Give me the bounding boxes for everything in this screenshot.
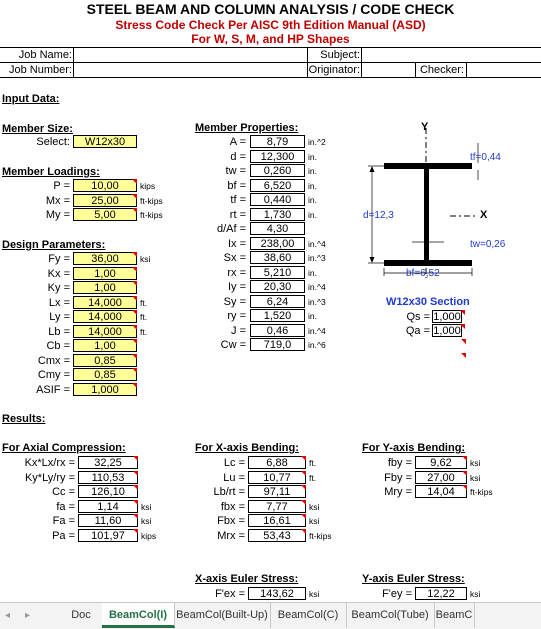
axial-unit: kips [141, 530, 157, 541]
property-label: tf = [230, 194, 246, 206]
property-label: ry = [227, 310, 246, 322]
design-param-value[interactable]: 1,000 [73, 383, 137, 396]
sheet-tab-bar [0, 602, 541, 629]
property-value: 0,260 [250, 164, 305, 177]
y-bending-value: 9,62 [415, 456, 467, 469]
property-label: Ix = [227, 237, 246, 250]
comment-indicator[interactable] [462, 471, 467, 476]
select-label: Select: [36, 136, 70, 148]
comment-indicator[interactable] [132, 383, 137, 388]
y-bending-unit: ksi [470, 472, 481, 483]
comment-indicator[interactable] [132, 208, 137, 213]
design-param-label: Kx = [47, 267, 70, 280]
comment-indicator[interactable] [460, 310, 465, 315]
w-shape-diagram [350, 118, 540, 288]
property-label: rx = [227, 266, 246, 279]
top-flange [384, 163, 472, 169]
axial-compression-heading: For Axial Compression: [2, 442, 126, 454]
y-bending-label: Fby = [384, 471, 412, 484]
fex-label: F'ex = [215, 588, 245, 600]
y-bending-label: Mry = [384, 486, 412, 498]
tw-label: tw=0,26 [470, 239, 506, 250]
property-unit: in.^4 [308, 282, 326, 292]
loading-label: Mx = [45, 194, 70, 207]
property-label: Sx = [223, 252, 246, 264]
design-param-value[interactable]: 14,000 [73, 296, 137, 309]
tab-next-icon[interactable]: ▸ [25, 610, 31, 621]
design-param-label: Lx = [48, 296, 70, 309]
axial-label: Kx*Lx/rx = [24, 457, 75, 469]
property-unit: in.^2 [308, 137, 326, 147]
property-label: bf = [227, 179, 246, 192]
comment-indicator[interactable] [132, 354, 137, 359]
property-label: d/Af = [216, 223, 246, 235]
member-size-heading: Member Size: [2, 123, 73, 135]
axial-value: 32,25 [78, 456, 138, 469]
fey-label: F'ey = [382, 588, 412, 600]
design-param-label: Cmx = [37, 354, 70, 367]
subtitle-asd: Stress Code Check Per AISC 9th Edition Manual (ASD) [115, 18, 426, 32]
x-bending-label: fbx = [220, 500, 245, 513]
comment-indicator[interactable] [301, 514, 306, 519]
y-euler-heading: Y-axis Euler Stress: [362, 573, 465, 585]
property-unit: in. [308, 311, 317, 321]
comment-indicator[interactable] [133, 529, 138, 534]
property-value: 38,60 [250, 251, 305, 264]
section-title: W12x30 Section [386, 296, 470, 308]
y-bending-unit: ft-kips [470, 487, 493, 497]
design-parameters-heading: Design Parameters: [2, 239, 106, 251]
property-unit: in.^4 [308, 325, 326, 336]
design-param-unit: ksi [140, 254, 151, 264]
property-value: 12,300 [250, 150, 305, 163]
comment-indicator[interactable] [462, 456, 467, 461]
fey-unit: ksi [470, 589, 481, 599]
axial-unit: ksi [141, 501, 152, 512]
bottom-flange [384, 260, 472, 266]
x-bending-label: Mrx = [217, 529, 245, 542]
loading-label: My = [45, 209, 70, 221]
property-unit: in. [308, 151, 317, 162]
x-bending-unit: ft-kips [309, 530, 332, 541]
y-bending-heading: For Y-axis Bending: [362, 442, 466, 454]
job-name-field[interactable] [74, 48, 306, 62]
job-row-2 [0, 62, 541, 78]
axial-label: Fa = [52, 515, 75, 527]
property-label: Sy = [223, 295, 246, 308]
comment-indicator[interactable] [461, 339, 466, 344]
design-param-value[interactable]: 14,000 [73, 325, 137, 338]
fex-unit: ksi [309, 589, 320, 599]
x-bending-unit: ksi [309, 516, 320, 526]
comment-indicator[interactable] [301, 500, 306, 505]
property-unit: in.^3 [308, 296, 326, 307]
property-value: 6,24 [250, 295, 305, 308]
property-value: 4,30 [250, 222, 305, 235]
property-value: 20,30 [250, 280, 305, 293]
member-loadings-heading: Member Loadings: [2, 166, 100, 178]
sheet-tab[interactable]: BeamCol(C) [270, 603, 347, 628]
design-param-unit: ft. [140, 312, 148, 322]
job-name-label: Job Name: [18, 49, 72, 61]
comment-indicator[interactable] [132, 252, 137, 257]
design-param-label: Lb = [48, 325, 70, 338]
comment-indicator[interactable] [133, 485, 138, 490]
subtitle-shapes: For W, S, M, and HP Shapes [191, 32, 350, 46]
x-axis-label: X [480, 209, 488, 221]
sheet-tab[interactable]: BeamCol(Built-Up) [174, 603, 271, 628]
comment-indicator[interactable] [132, 368, 137, 373]
property-label: d = [230, 150, 246, 163]
comment-indicator[interactable] [301, 529, 306, 534]
y-bending-value: 14,04 [415, 485, 467, 498]
axial-value: 101,97 [78, 529, 138, 542]
originator-label: Originator: [308, 64, 360, 76]
design-param-unit: ft. [140, 326, 148, 337]
property-value: 0,46 [250, 324, 305, 337]
x-bending-value: 97,11 [248, 485, 306, 498]
design-param-unit: ft. [140, 297, 148, 308]
axial-unit: ksi [141, 516, 152, 526]
qa-label: Qa = [405, 325, 430, 337]
y-bending-value: 27,00 [415, 471, 467, 484]
design-param-label: Cb = [46, 340, 70, 352]
property-unit: in.^6 [308, 340, 326, 350]
design-param-label: Ly = [49, 311, 70, 323]
property-label: J = [231, 324, 246, 337]
property-unit: in.^3 [308, 253, 326, 263]
d-label: d=12,3 [363, 210, 394, 221]
design-param-label: ASIF = [36, 383, 70, 396]
property-label: Iy = [227, 281, 246, 293]
design-param-value[interactable]: 1,00 [73, 267, 137, 280]
comment-indicator[interactable] [460, 324, 465, 329]
y-bending-label: fby = [387, 457, 412, 469]
comment-indicator[interactable] [132, 310, 137, 315]
property-value: 719,0 [250, 338, 305, 351]
comment-indicator[interactable] [301, 456, 306, 461]
sheet-tab[interactable]: BeamCol(Tube) [346, 603, 435, 628]
loading-unit: kips [140, 181, 156, 191]
property-value: 0,440 [250, 193, 305, 206]
web [424, 169, 429, 260]
y-axis-label: Y [421, 121, 429, 133]
comment-indicator[interactable] [133, 456, 138, 461]
property-value: 6,520 [250, 179, 305, 192]
comment-indicator[interactable] [133, 500, 138, 505]
loading-value[interactable]: 10,00 [73, 179, 137, 192]
x-bending-unit: ft. [309, 472, 317, 483]
comment-indicator[interactable] [301, 485, 306, 490]
x-bending-value: 16,61 [248, 514, 306, 527]
subject-field[interactable] [362, 48, 541, 62]
x-bending-unit: ksi [309, 501, 320, 512]
axial-label: fa = [56, 500, 75, 513]
design-param-label: Ky = [47, 282, 70, 294]
property-unit: in. [308, 195, 317, 205]
subject-label: Subject: [320, 49, 360, 61]
x-bending-value: 10,77 [248, 471, 306, 484]
originator-field[interactable] [362, 63, 414, 77]
input-data-heading: Input Data: [2, 93, 60, 105]
axial-label: Cc = [52, 486, 75, 498]
design-param-value[interactable]: 36,00 [73, 252, 137, 265]
axial-label: Ky*Ly/ry = [24, 471, 75, 484]
sheet-tab[interactable]: BeamC [434, 603, 475, 628]
property-value: 1,520 [250, 309, 305, 322]
x-bending-heading: For X-axis Bending: [195, 442, 299, 454]
design-param-value[interactable]: 14,000 [73, 310, 137, 323]
x-bending-value: 53,43 [248, 529, 306, 542]
comment-indicator[interactable] [132, 296, 137, 301]
property-value: 1,730 [250, 208, 305, 221]
qs-value: 1,000 [433, 311, 461, 323]
property-unit: in.^4 [308, 238, 326, 249]
y-bending-unit: ksi [470, 458, 481, 468]
bf-label: bf=6,52 [406, 268, 440, 279]
property-value: 8,79 [250, 135, 305, 148]
property-label: tw = [225, 165, 246, 177]
axial-value: 1,14 [78, 500, 138, 513]
comment-indicator[interactable] [132, 267, 137, 272]
x-bending-label: Fbx = [217, 515, 245, 527]
comment-indicator[interactable] [461, 353, 466, 358]
property-unit: in. [308, 209, 317, 220]
results-heading: Results: [2, 413, 46, 425]
fey-value: 12,22 [415, 587, 467, 600]
design-param-label: Fy = [48, 253, 70, 265]
design-param-value[interactable]: 1,00 [73, 281, 137, 294]
job-number-field[interactable] [74, 63, 306, 77]
x-bending-label: Lc = [223, 457, 245, 469]
design-param-value[interactable]: 0,85 [73, 354, 137, 367]
member-size-select[interactable]: W12x30 [73, 135, 137, 148]
property-unit: in. [308, 166, 317, 176]
design-param-value[interactable]: 0,85 [73, 368, 137, 381]
axial-value: 11,60 [78, 514, 138, 527]
sheet-tab[interactable]: BeamCol(I) [102, 603, 175, 628]
property-label: A = [229, 136, 246, 148]
comment-indicator[interactable] [132, 281, 137, 286]
property-label: rt = [229, 208, 246, 221]
comment-indicator[interactable] [132, 179, 137, 184]
design-param-label: Cmy = [37, 369, 70, 381]
qa-value: 1,000 [433, 325, 461, 337]
job-number-label: Job Number: [9, 64, 72, 76]
tf-label: tf=0,44 [470, 152, 501, 163]
sheet-tab[interactable]: Doc [60, 603, 103, 628]
property-value: 5,210 [250, 266, 305, 279]
loading-value[interactable]: 5,00 [73, 208, 137, 221]
loading-unit: ft-kips [140, 210, 163, 220]
comment-indicator[interactable] [301, 471, 306, 476]
comment-indicator[interactable] [462, 485, 467, 490]
x-bending-label: Lb/rt = [213, 486, 245, 498]
design-param-value[interactable]: 1,00 [73, 339, 137, 352]
comment-indicator[interactable] [133, 514, 138, 519]
job-row-1 [0, 47, 541, 62]
comment-indicator[interactable] [132, 339, 137, 344]
property-unit: in. [308, 180, 317, 191]
main-title: STEEL BEAM AND COLUMN ANALYSIS / CODE CHECK [86, 1, 455, 17]
x-bending-value: 6,88 [248, 456, 306, 469]
qs-label: Qs = [406, 311, 430, 323]
property-unit: in. [308, 267, 317, 278]
comment-indicator[interactable] [133, 471, 138, 476]
loading-label: P = [53, 180, 70, 192]
axial-value: 110,53 [78, 471, 138, 484]
loading-unit: ft-kips [140, 195, 163, 206]
checker-field[interactable] [467, 63, 541, 77]
property-value: 238,00 [250, 237, 305, 250]
x-bending-unit: ft. [309, 458, 317, 468]
axial-label: Pa = [52, 529, 75, 542]
comment-indicator[interactable] [132, 194, 137, 199]
tab-prev-icon[interactable]: ◂ [5, 610, 11, 621]
loading-value[interactable]: 25,00 [73, 194, 137, 207]
x-bending-value: 7,77 [248, 500, 306, 513]
axial-value: 126,10 [78, 485, 138, 498]
fex-value: 143,62 [248, 587, 306, 600]
member-properties-heading: Member Properties: [195, 122, 299, 134]
checker-label: Checker: [419, 64, 464, 76]
x-bending-label: Lu = [223, 471, 245, 484]
x-euler-heading: X-axis Euler Stress: [195, 573, 299, 585]
property-label: Cw = [220, 339, 246, 351]
comment-indicator[interactable] [132, 325, 137, 330]
